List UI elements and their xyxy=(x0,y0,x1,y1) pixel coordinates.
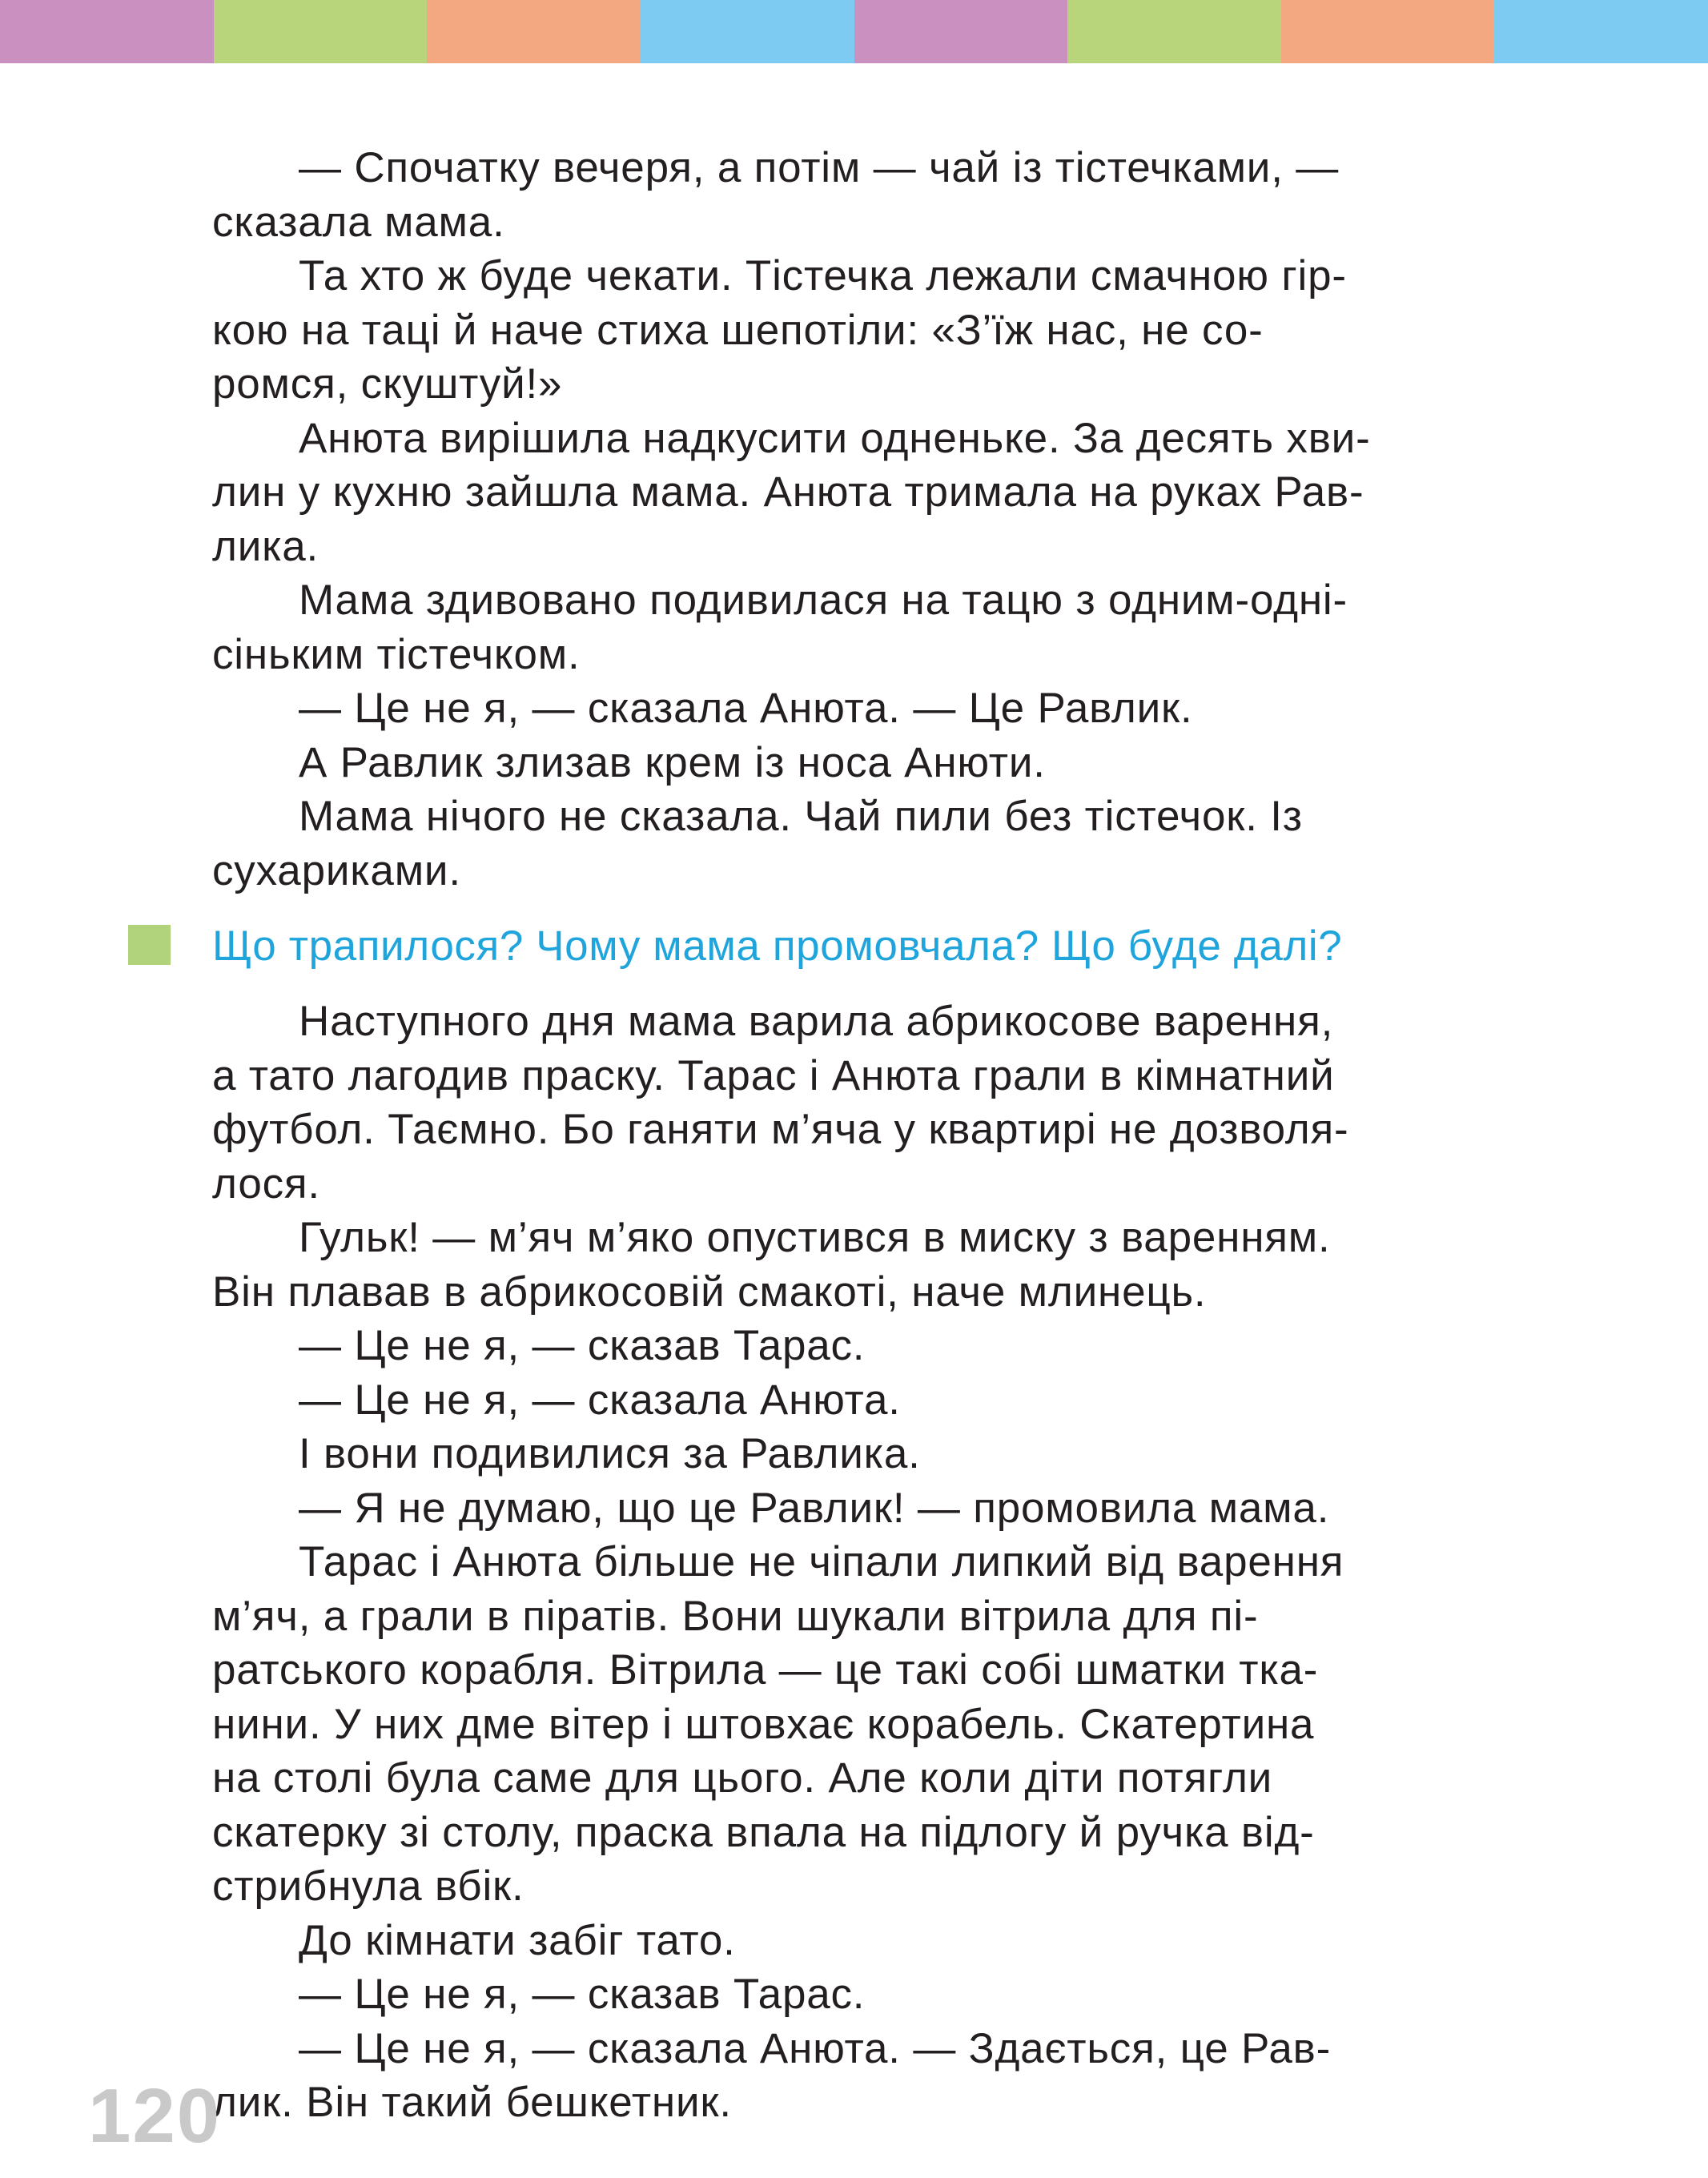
story-line: Мама здивовано подивилася на тацю з одним-одні- xyxy=(299,577,1348,624)
story-line: а тато лагодив праску. Тарас і Анюта грали в кімнатний xyxy=(212,1051,1335,1099)
story-line: І вони подивилися за Равлика. xyxy=(299,1430,921,1477)
story-line: ратського корабля. Вітрила — це такі собі шматки тка- xyxy=(212,1646,1319,1694)
story-line: Анюта вирішила надкусити одненьке. За десять хви- xyxy=(299,414,1371,462)
color-stripe xyxy=(214,0,428,63)
story-line: — Спочатку вечеря, а потім — чай із тістечками, — xyxy=(299,144,1340,191)
story-line: футбол. Таємно. Бо ганяти м’яча у квартирі не дозволя- xyxy=(212,1106,1349,1153)
question-text: Що трапилося? Чому мама промовчала? Що буде далі? xyxy=(212,922,1343,970)
color-stripe xyxy=(427,0,641,63)
story-line: Він плавав в абрикосовій смакоті, наче млинець. xyxy=(212,1268,1207,1316)
color-stripe xyxy=(854,0,1068,63)
story-part-1 xyxy=(212,141,1606,898)
color-stripe xyxy=(641,0,854,63)
story-line: стрибнула вбік. xyxy=(212,1863,524,1910)
story-line: сухариками. xyxy=(212,846,461,894)
story-line: сказала мама. xyxy=(212,198,505,246)
story-line: сіньким тістечком. xyxy=(212,630,581,678)
story-line: — Це не я, — сказала Анюта. — Це Равлик. xyxy=(299,685,1193,732)
story-line: лин у кухню зайшла мама. Анюта тримала на руках Рав- xyxy=(212,468,1364,516)
story-line: Наступного дня мама варила абрикосове варення, xyxy=(299,998,1334,1045)
story-line: на столі була саме для цього. Але коли діти потягли xyxy=(212,1754,1273,1802)
story-line: Мама нічого не сказала. Чай пили без тістечок. Із xyxy=(299,793,1303,840)
story-part-2 xyxy=(212,995,1606,2130)
story-line: лика. xyxy=(212,522,319,570)
story-line: лик. Він такий бешкетник. xyxy=(212,2079,732,2126)
header-color-bar xyxy=(0,0,1708,63)
story-line: А Равлик злизав крем із носа Анюти. xyxy=(299,738,1046,786)
story-line: Тарас і Анюта більше не чіпали липкий від варення xyxy=(299,1538,1344,1585)
story-line: кою на таці й наче стиха шепотіли: «З’їж нас, не со- xyxy=(212,306,1264,354)
color-stripe xyxy=(1067,0,1281,63)
story-line: — Це не я, — сказала Анюта. — Здається, це Рав- xyxy=(299,2024,1332,2072)
story-line: скатерку зі столу, праска впала на підлогу й ручка від- xyxy=(212,1808,1315,1856)
color-stripe xyxy=(1281,0,1495,63)
story-line: — Це не я, — сказав Тарас. xyxy=(299,1971,866,2018)
story-line: ромся, скуштуй!» xyxy=(212,360,563,408)
story-line: Гульк! — м’яч м’яко опустився в миску з варенням. xyxy=(299,1214,1331,1261)
story-line: нини. У них дме вітер і штовхає корабель. Скатертина xyxy=(212,1700,1315,1748)
story-line: Та хто ж буде чекати. Тістечка лежали смачною гір- xyxy=(299,252,1347,299)
story-line: — Це не я, — сказав Тарас. xyxy=(299,1322,866,1369)
question-block xyxy=(128,919,1650,974)
question-marker-square xyxy=(128,925,171,965)
story-line: До кімнати забіг тато. xyxy=(299,1916,736,1964)
story-line: м’яч, а грали в піратів. Вони шукали вітрила для пі- xyxy=(212,1592,1259,1640)
story-line: — Це не я, — сказала Анюта. xyxy=(299,1376,901,1424)
color-stripe xyxy=(0,0,214,63)
story-line: лося. xyxy=(212,1159,320,1208)
story-line: — Я не думаю, що це Равлик! — промовила мама. xyxy=(299,1484,1330,1532)
color-stripe xyxy=(1494,0,1708,63)
page-number: 120 xyxy=(88,2073,222,2159)
